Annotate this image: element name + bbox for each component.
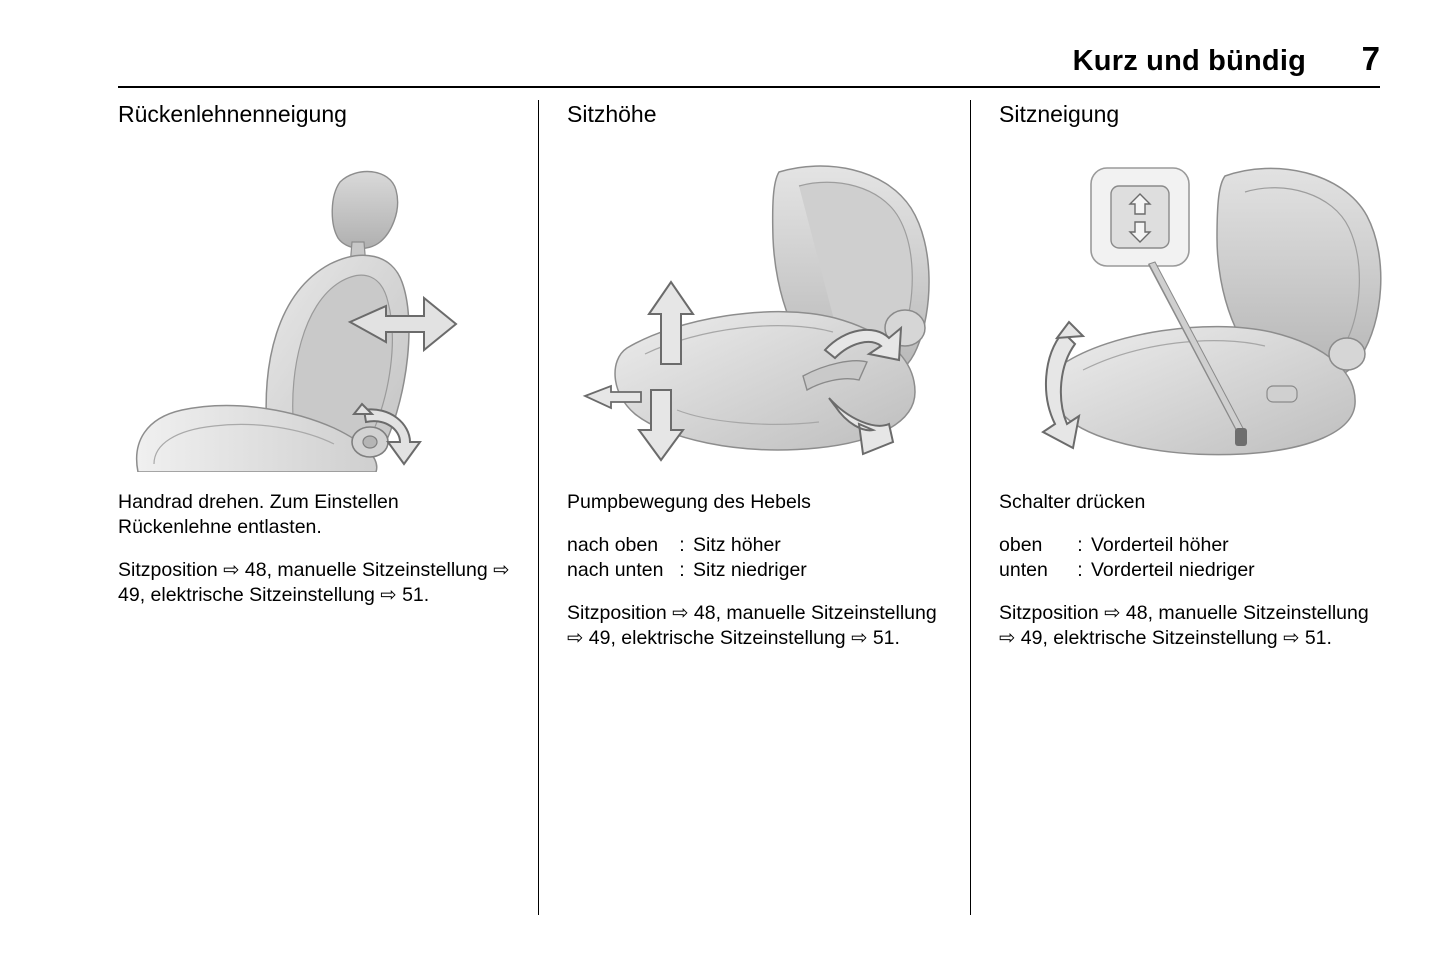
definition-row [567,558,944,583]
section-title-backrest-tilt: Rückenlehnenneigung [118,101,347,127]
cross-reference-text: Sitzposition ⇨ 48, manuelle Sitzeinstellung ⇨ 49, elektrische Sitzeinstellung ⇨ 51. [999,602,1369,649]
definition-row [999,533,1376,558]
seat-tilt-illustration [999,142,1376,472]
definition-term: nach unten [567,559,664,581]
section-title-seat-height: Sitzhöhe [567,101,657,127]
instruction-text: Pumpbewegung des Hebels [567,491,811,513]
definition-colon: : [679,559,685,581]
cross-reference-text: Sitzposition ⇨ 48, manuelle Sitzeinstellung ⇨ 49, elektrische Sitzeinstellung ⇨ 51. [118,559,510,606]
column-backrest-tilt [118,100,538,915]
section-title-seat-tilt: Sitzneigung [999,101,1120,127]
definition-list-seat-height [567,533,944,583]
column-seat-height [538,100,970,915]
instruction-text: Handrad drehen. Zum Einstellen Rückenlehne entlasten. [118,491,399,538]
definition-row [567,533,944,558]
definition-list-seat-tilt [999,533,1376,583]
definition-description: Vorderteil niedriger [1091,559,1255,581]
definition-description: Vorderteil höher [1091,534,1229,556]
definition-description: Sitz niedriger [693,559,807,581]
seat-backrest-tilt-illustration [118,142,512,472]
definition-term: nach oben [567,534,659,556]
page-header [118,40,1380,78]
definition-term: unten [999,559,1048,581]
column-seat-tilt [970,100,1402,915]
page-number: 7 [1361,40,1380,77]
definition-colon: : [1077,559,1083,581]
page-title: Kurz und bündig [1072,45,1306,77]
header-divider [118,86,1380,88]
definition-row [999,558,1376,583]
definition-term: oben [999,534,1043,556]
definition-colon: : [1077,534,1083,556]
instruction-text: Schalter drücken [999,491,1146,513]
seat-height-illustration [567,142,944,472]
definition-description: Sitz höher [693,534,781,556]
definition-colon: : [679,534,685,556]
content-columns [118,100,1380,915]
cross-reference-text: Sitzposition ⇨ 48, manuelle Sitzeinstellung ⇨ 49, elektrische Sitzeinstellung ⇨ 51. [567,602,937,649]
